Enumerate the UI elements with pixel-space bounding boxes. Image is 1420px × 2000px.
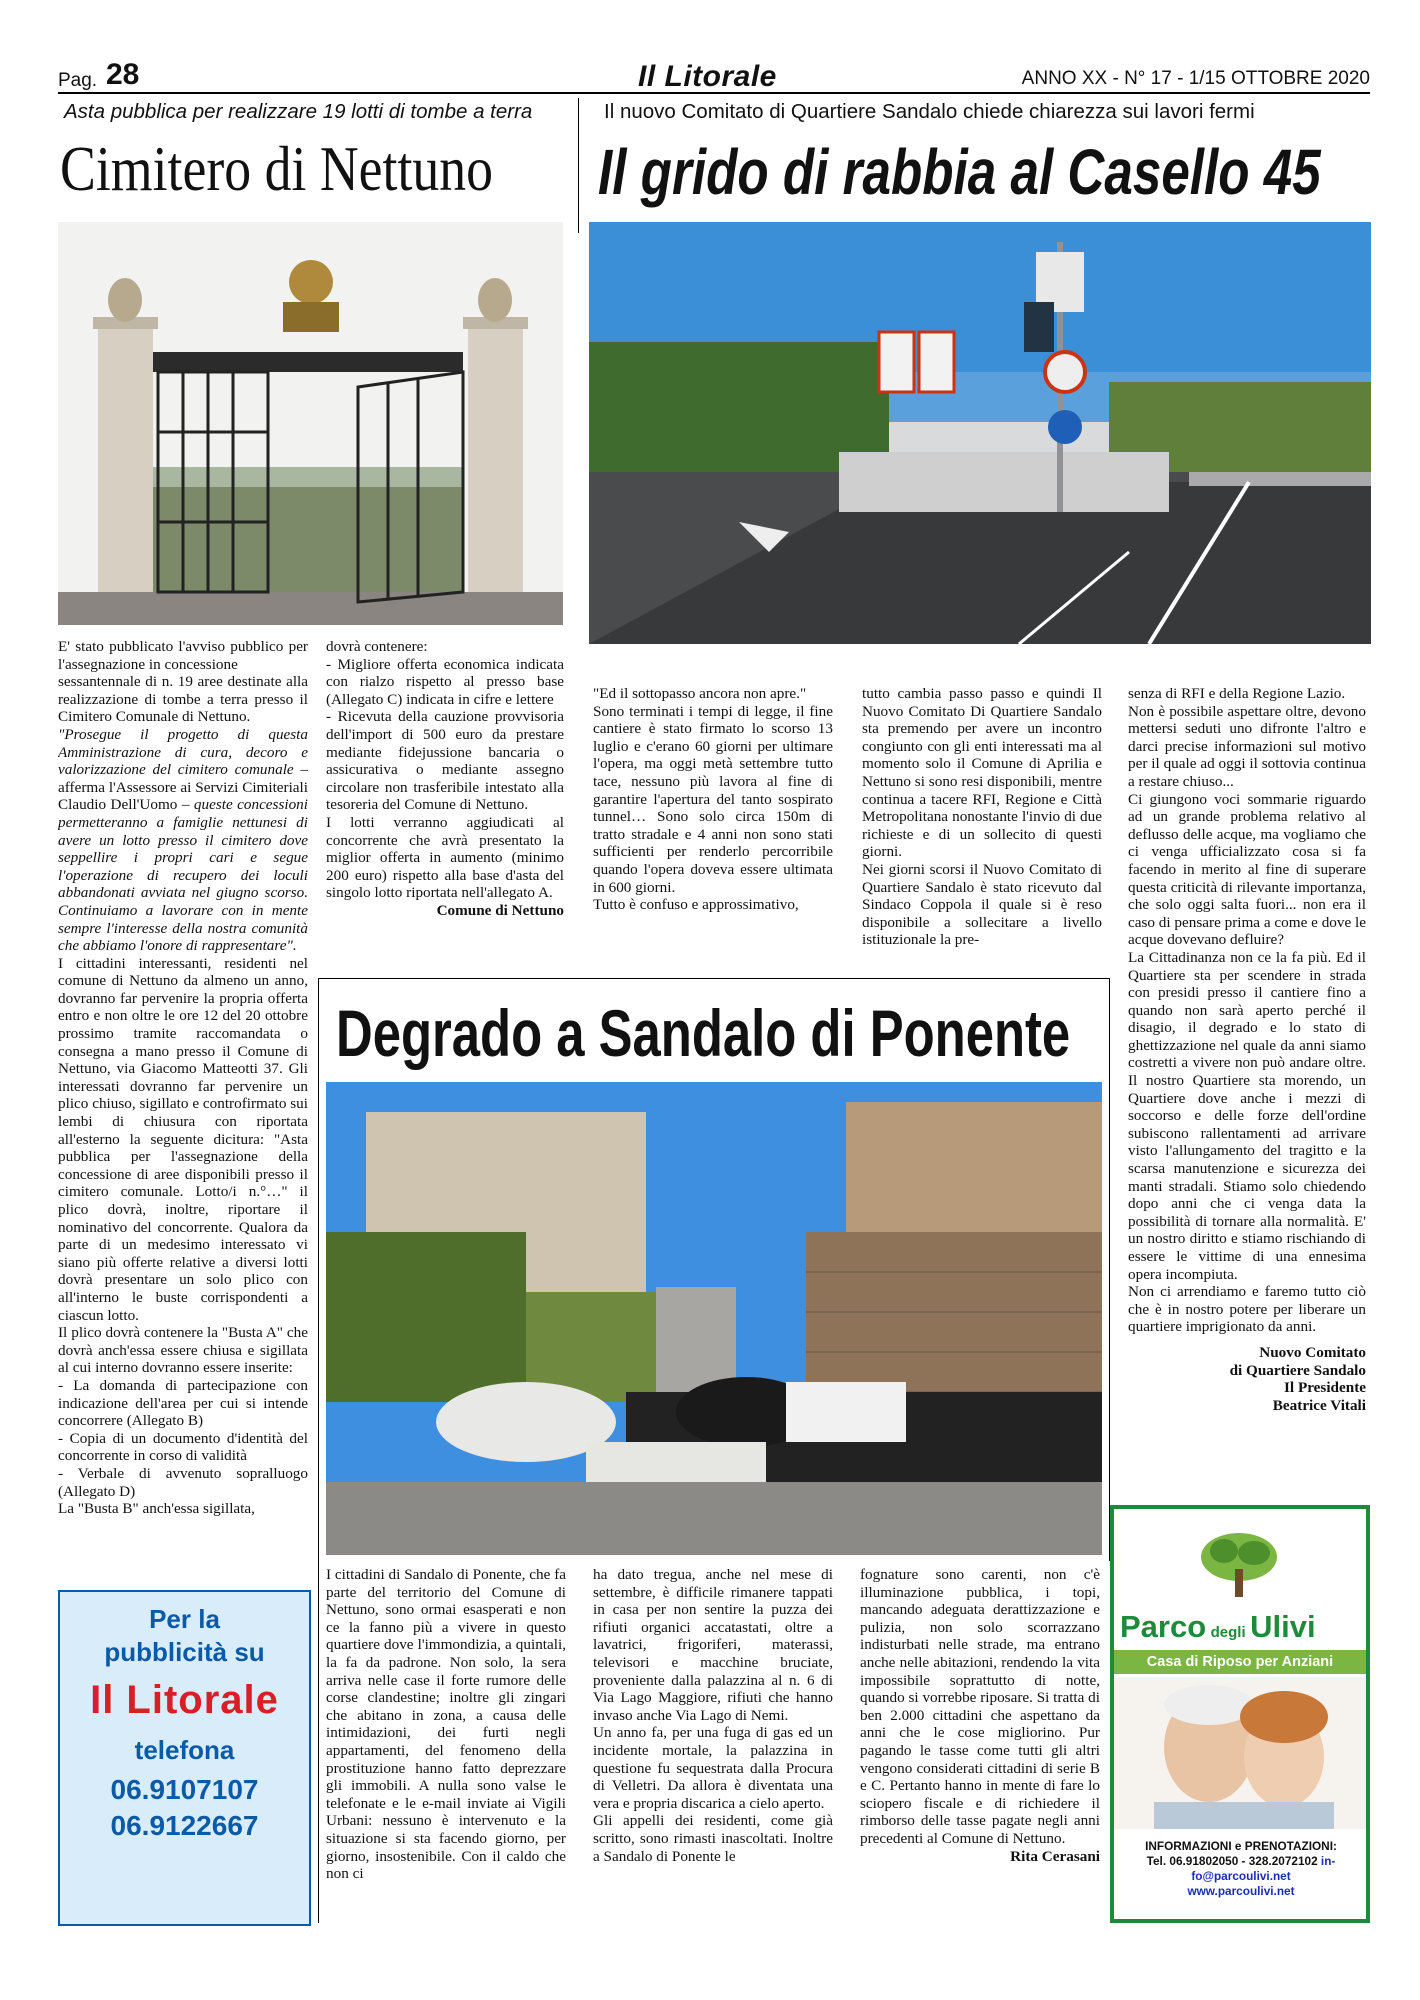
paragraph: Sono terminati i tempi di legge, il fine cantiere è stato firmato lo scorso 13 luglio e c'erano 60 giorni per ultimare l'opera, ma oggi metà settembre tutto tace, nessuno più lavora al fine di garantire l'apertura del tanto sospirato tunnel… Sono solo circa 150m di tratto stradale e 4 anni non sono stati sufficienti per renderlo percorribile quando l'opera doveva essere ultimata in 600 giorni. bbox=[593, 702, 833, 896]
paragraph: I cittadini di Sandalo di Ponente, che fa parte del territorio del Comune di Nettuno, sono ormai esasperati e non ce la fanno più a vivere in questo quartiere dove l'immondizia, a quintali, la fa da padrone. Non solo, la sera arriva nelle case il forte rumore delle corse clandestine; inoltre gli zingari che abitano in zona, a causa delle intimidazioni, dei furti negli appartamenti, del fenomeno della prostituzione hanno fatto deprezzare gli immobili. A nulla sono valse le telefonate e le e-mail inviate ai Vigili Urbani: nessuno è intervenuto e la situazione si sta facendo giorno, per giorno, insostenibile. Con il caldo che non ci bbox=[326, 1566, 566, 1883]
casello-column-3 bbox=[1128, 685, 1366, 1455]
degrado-box-left bbox=[318, 978, 319, 1923]
elderly-couple-photo bbox=[1114, 1677, 1366, 1829]
degrado-trash-photo bbox=[326, 1082, 1102, 1555]
ad-litorale-line1: Per la bbox=[149, 1604, 220, 1634]
ad-litorale-phone2: 06.9122667 bbox=[110, 1810, 259, 1841]
paragraph: Non è possibile aspettare oltre, devono mettersi seduti uno difronte l'altro e darci precise informazioni sul motivo per il quale ad oggi il sottovia continua a restare chiuso... bbox=[1128, 702, 1366, 790]
degrado-column-2 bbox=[593, 1566, 833, 1921]
paragraph: Gli appelli dei residenti, come già scritto, sono rimasti inascoltati. Inoltre a Sandalo di Ponente le bbox=[593, 1812, 833, 1865]
degrado-title-text: Degrado a Sandalo di Ponente bbox=[336, 996, 1071, 1070]
ad-litorale-line3: telefona bbox=[134, 1735, 235, 1765]
cimitero-kicker: Asta pubblica per realizzare 19 lotti di tombe a terra bbox=[64, 100, 533, 123]
degrado-title bbox=[336, 995, 1106, 1075]
casello-title-text: Il grido di rabbia al Casello 45 bbox=[598, 136, 1321, 208]
list-item: - Ricevuta della cauzione provvisoria dell'import di 500 euro da prestare mediante fidejussione bancaria o assicurativa o mediante assegno circolare non trasferibile intestato alla tesoreria del Comune di Nettuno. bbox=[326, 708, 564, 814]
paragraph: fognature sono carenti, non c'è illuminazione pubblica, i topi, mancando adeguata derattizzazione e pulizia, non solo scorrazzano indisturbati nelle strade, ma entrano anche nelle abitazioni, rendendo la vita impossibile soprattutto di notte, quando si vorrebbe riposare. Si tratta di ben 2.000 cittadini che aspettano da anni che le cose migliorino. Pur pagando le tasse come tutti gli altri vengono considerati cittadini di serie B e C. Pertanto hanno in mente di fare lo sciopero fiscale e di richiedere il rimborso delle tasse pagate negli anni precedenti al Comune di Nettuno. bbox=[860, 1566, 1100, 1847]
ad-litorale-line2: pubblicità su bbox=[104, 1637, 265, 1667]
parco-info bbox=[1118, 1839, 1364, 1899]
parco-brand-a: Parco bbox=[1120, 1609, 1207, 1644]
casello-kicker: Il nuovo Comitato di Quartiere Sandalo chiede chiarezza sui lavori fermi bbox=[604, 100, 1255, 123]
degrado-box-right bbox=[1109, 978, 1110, 1561]
degrado-box-top bbox=[318, 978, 1109, 979]
paragraph: Il plico dovrà contenere la "Busta A" che dovrà anch'essa essere chiusa e sigillata al cui interno dovranno essere inserite: bbox=[58, 1324, 308, 1377]
header-rule bbox=[58, 92, 1370, 94]
casello-column-2 bbox=[862, 685, 1102, 965]
ad-litorale-brand: Il Litorale bbox=[90, 1678, 279, 1722]
page-header bbox=[58, 58, 1370, 92]
paragraph: Un anno fa, per una fuga di gas ed un incidente mortale, la palazzina in questione fu sequestrata dalla Procura di Velletri. Da allora è diventata una vera e propria discarica a cielo aperto. bbox=[593, 1724, 833, 1812]
parco-tagline: Casa di Riposo per Anziani bbox=[1114, 1650, 1366, 1674]
cimitero-column-2 bbox=[326, 638, 564, 968]
paragraph: E' stato pubblicato l'avviso pubblico per l'assegnazione in concessione bbox=[58, 638, 308, 673]
paragraph-quote: "Prosegue il progetto di questa Amministrazione di cura, decoro e valorizzazione del cimitero comunale – afferma l'Assessore ai Servizi Cimiteriali Claudio Dell'Uomo – queste concessioni permetteranno a famiglie nettunesi di avere un lotto presso il cimitero dove seppellire i propri cari e segue l'operazione di recupero dei loculi abbandonati avviata nel giugno scorso. Continuiamo a lavorare con in mente sempre l'interesse della nostra comunità che abbiamo l'onore di rappresentare". bbox=[58, 725, 308, 955]
cimitero-title-text: Cimitero di Nettuno bbox=[60, 133, 494, 204]
parco-brand-c: Ulivi bbox=[1250, 1609, 1316, 1644]
parco-brand-b: degli bbox=[1210, 1624, 1246, 1641]
paragraph: ha dato tregua, anche nel mese di settembre, è difficile rimanere tappati in casa per non sentire la puzza dei rifiuti organici accatastati, oltre a lavatrici, frigoriferi, materassi, televisori e macchine bruciate, proveniente dalla palazzina al n. 6 di Via Lago Maggiore, rifiuti che hanno invaso anche Via Lago di Nemi. bbox=[593, 1566, 833, 1724]
page-label: Pag. bbox=[58, 70, 98, 91]
casello-column-1 bbox=[593, 685, 833, 965]
casello-road-photo bbox=[589, 222, 1371, 644]
paragraph: I lotti verranno aggiudicati al concorrente che avrà presentato la miglior offerta in aumento (minimo 200 euro) rispetto alla base d'asta del singolo lotto riportata nell'allegato A. bbox=[326, 813, 564, 902]
cimitero-gate-photo bbox=[58, 222, 563, 625]
paragraph: La "Busta B" anch'essa sigillata, bbox=[58, 1500, 255, 1518]
parco-info-label: INFORMAZIONI e PRENOTAZIONI: bbox=[1145, 1839, 1337, 1853]
degrado-signature: Rita Cerasani bbox=[1010, 1847, 1100, 1865]
ad-litorale-phone1: 06.9107107 bbox=[110, 1774, 259, 1805]
masthead: Il Litorale bbox=[638, 60, 777, 93]
paragraph: "Ed il sottopasso ancora non apre." bbox=[593, 685, 807, 702]
paragraph: La Cittadinanza non ce la fa più. Ed il Quartiere sta per scendere in strada con presidi presso il cantiere fino a quando non sarà aperto perché il disagio, il degrado e lo stato di ghettizzazione nel quale da anni siamo costretti a vivere non può andare oltre. Il nostro Quartiere sta morendo, un Quartiere dove anche i mezzi di soccorso e delle forze dell'ordine subiscono rallentamenti ad arrivare visto l'allungamento del tragitto e la scarsa manutenzione e sicurezza dei manti stradali. Stiamo solo chiedendo dopo anni che ci venga data la possibilità di tornare alla normalità. E' un nostro diritto e stiamo rischiando di essere le vittime di una ennesima opera incompiuta. bbox=[1128, 948, 1366, 1283]
paragraph: Ci giungono voci sommarie riguardo ad un grande problema relativo al deflusso delle acque, ma vogliamo che ci venga ufficializzato cosa si fa facendo in merito al fine di superare questa criticità di rilevante importanza, che solo oggi salta fuori... non era il caso di pensare prima a come e dove le acque dovevano defluire? bbox=[1128, 790, 1366, 949]
list-item: - Verbale di avvenuto sopralluogo (Allegato D) bbox=[58, 1464, 308, 1500]
paragraph: I cittadini interessanti, residenti nel comune di Nettuno da almeno un anno, dovranno far pervenire la propria offerta entro e non oltre le ore 12 del 20 ottobre prossimo tramite raccomandata o consegna a mano presso il Comune di Nettuno, via Giacomo Matteotti 37. Gli interessati dovranno far pervenire un plico chiuso, sigillato e controfirmato sui lembi di chiusura con riportata all'esterno la seguente dicitura: "Asta pubblica per l'assegnazione della concessione di aree disponibili presso il cimitero comunale. Lotto/i n.°…" il plico dovrà, inoltre, riportare il nominativo del concorrente. Qualora da parte di un medesimo interessato vi siano più offerte relative a diversi lotti dovrà presentare un solo plico con all'interno le buste corrispondenti a ciascun lotto. bbox=[58, 954, 308, 1324]
issue-info: ANNO XX - N° 17 - 1/15 OTTOBRE 2020 bbox=[1021, 68, 1370, 89]
cimitero-signature: Comune di Nettuno bbox=[436, 901, 564, 919]
paragraph: senza di RFI e della Regione Lazio. bbox=[1128, 685, 1346, 702]
paragraph: tutto cambia passo passo e quindi Il Nuovo Comitato Di Quartiere Sandalo sta premendo per avere un incontro congiunto con gli enti interessati ma al momento solo il Comune di Aprilia e Nettuno si sono resi disponibili, mentre continua a tacere RFI, Regione e Città Metropolitana nonostante l'invio di due richieste e di un sollecito di questi giorni. bbox=[862, 685, 1102, 861]
casello-signature-3: Il Presidente bbox=[1284, 1379, 1366, 1397]
casello-signature-1: Nuovo Comitato bbox=[1259, 1343, 1366, 1361]
paragraph: Non ci arrendiamo e faremo tutto ciò che è in nostro potere per liberare un quartiere imprigionato da anni. bbox=[1128, 1283, 1366, 1336]
degrado-column-3 bbox=[860, 1566, 1100, 1921]
parco-info-email: fo@parcoulivi.net bbox=[1191, 1869, 1291, 1883]
cimitero-title bbox=[60, 132, 570, 206]
paragraph: Tutto è confuso e approssimativo, bbox=[593, 896, 799, 914]
list-item: - La domanda di partecipazione con indicazione dell'area per cui si intende concorrere (Allegato B) bbox=[58, 1376, 308, 1430]
casello-signature-4: Beatrice Vitali bbox=[1272, 1396, 1366, 1414]
page-number: 28 bbox=[106, 58, 140, 91]
ad-litorale bbox=[58, 1590, 311, 1926]
parco-info-tel: Tel. 06.91802050 - 328.2072102 in- bbox=[1146, 1854, 1336, 1868]
paragraph: dovrà contenere: bbox=[326, 638, 428, 655]
casello-signature-2: di Quartiere Sandalo bbox=[1229, 1361, 1366, 1379]
paragraph: sessantennale di n. 19 aree destinate alla realizzazione di tombe a terra presso il Cimitero Comunale di Nettuno. bbox=[58, 673, 308, 726]
parco-brand bbox=[1120, 1609, 1360, 1645]
ad-parco bbox=[1110, 1505, 1370, 1923]
degrado-column-1 bbox=[326, 1566, 566, 1921]
olive-tree-icon bbox=[1194, 1529, 1284, 1599]
column-divider-main bbox=[578, 98, 579, 233]
paragraph: Nei giorni scorsi il Nuovo Comitato di Quartiere Sandalo è stato ricevuto dal Sindaco Coppola il quale si è reso disponibile a sollecitare a livello istituzionale la pre- bbox=[862, 860, 1102, 949]
list-item: - Copia di un documento d'identità del concorrente in corso di validità bbox=[58, 1429, 308, 1465]
casello-title bbox=[598, 135, 1378, 209]
parco-website: www.parcoulivi.net bbox=[1187, 1884, 1295, 1898]
list-item: - Migliore offerta economica indicata con rialzo rispetto al presso base (Allegato C) indicata in cifre e lettere bbox=[326, 655, 564, 708]
